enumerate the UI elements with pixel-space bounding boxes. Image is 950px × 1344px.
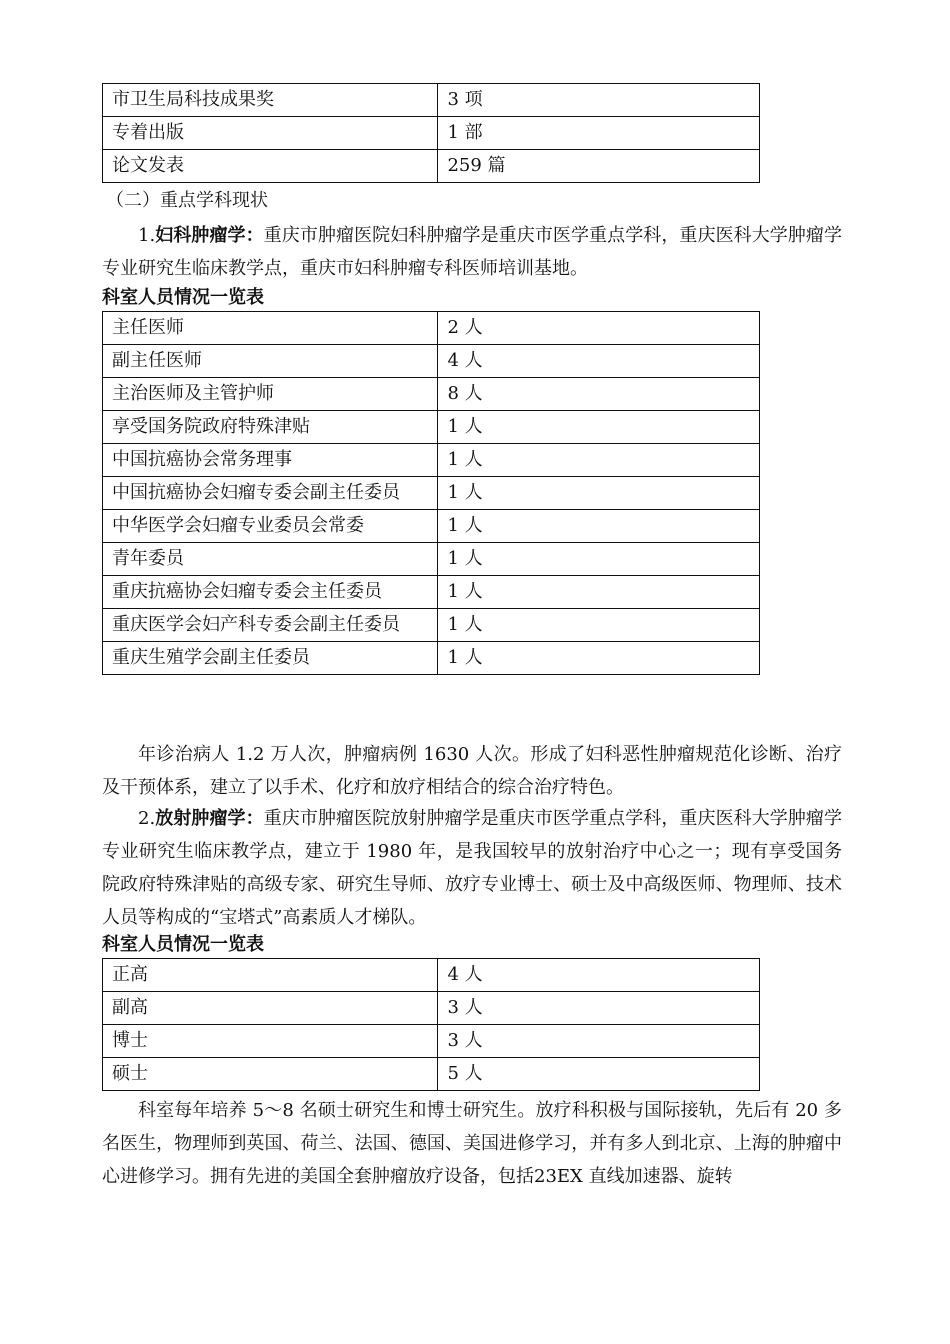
rad-intro-paragraph (102, 802, 842, 934)
table-row (103, 992, 760, 1025)
value-cell: 1 人 (438, 477, 760, 510)
table-row (103, 150, 760, 183)
table-row (103, 411, 760, 444)
table-row (103, 378, 760, 411)
item-cell: 青年委员 (103, 543, 438, 576)
table-row (103, 576, 760, 609)
table-row (103, 543, 760, 576)
value-cell: 1 人 (438, 444, 760, 477)
value-cell: 1 人 (438, 510, 760, 543)
item-cell: 博士 (103, 1025, 438, 1058)
value-cell: 1 人 (438, 411, 760, 444)
value-cell: 4 人 (438, 345, 760, 378)
gyn-summary-paragraph: 年诊治病人 1.2 万人次，肿瘤病例 1630 人次。形成了妇科恶性肿瘤规范化诊断、治疗及干预体系，建立了以手术、化疗和放疗相结合的综合治疗特色。 (102, 744, 842, 798)
gyn-intro-paragraph (102, 219, 842, 285)
item-cell: 享受国务院政府特殊津贴 (103, 411, 438, 444)
value-cell: 1 人 (438, 609, 760, 642)
item-cell: 正高 (103, 959, 438, 992)
value-cell: 3 项 (438, 84, 760, 117)
value-cell: 4 人 (438, 959, 760, 992)
item-cell: 副主任医师 (103, 345, 438, 378)
value-cell: 3 人 (438, 992, 760, 1025)
item-cell: 专着出版 (103, 117, 438, 150)
table-row (103, 959, 760, 992)
table-row (103, 345, 760, 378)
rad-keyword: 放射肿瘤学： (155, 808, 264, 829)
table-row (103, 1058, 760, 1091)
table-row (103, 609, 760, 642)
gyn-table-title: 科室人员情况一览表 (102, 287, 264, 308)
value-cell: 1 人 (438, 642, 760, 675)
value-cell: 2 人 (438, 312, 760, 345)
table-row (103, 510, 760, 543)
rad-text: 重庆市肿瘤医院放射肿瘤学是重庆市医学重点学科，重庆医科大学肿瘤学专业研究生临床教学点，建立于 1980 年，是我国较早的放射治疗中心之一；现有享受国务院政府特殊津贴的高级专家、研究生导师、放疗专业博士、硕士及中高级医师、物理师、技术人员等构成的“宝塔式”高素质人才梯队。 (102, 808, 843, 928)
value-cell: 8 人 (438, 378, 760, 411)
gyn-text: 重庆市肿瘤医院妇科肿瘤学是重庆市医学重点学科，重庆医科大学肿瘤学专业研究生临床教学点，重庆市妇科肿瘤专科医师培训基地。 (102, 225, 843, 279)
awards-table (102, 83, 760, 183)
value-cell: 1 部 (438, 117, 760, 150)
value-cell: 259 篇 (438, 150, 760, 183)
value-cell: 1 人 (438, 543, 760, 576)
item-cell: 中华医学会妇瘤专业委员会常委 (103, 510, 438, 543)
value-cell: 5 人 (438, 1058, 760, 1091)
item-cell: 中国抗癌协会常务理事 (103, 444, 438, 477)
item-cell: 重庆生殖学会副主任委员 (103, 642, 438, 675)
item-cell: 主治医师及主管护师 (103, 378, 438, 411)
value-cell: 3 人 (438, 1025, 760, 1058)
item-cell: 主任医师 (103, 312, 438, 345)
item-cell: 市卫生局科技成果奖 (103, 84, 438, 117)
rad-number: 2. (138, 808, 156, 829)
item-cell: 重庆抗癌协会妇瘤专委会主任委员 (103, 576, 438, 609)
rad-table-title: 科室人员情况一览表 (102, 934, 264, 955)
gyn-number: 1. (138, 225, 156, 246)
item-cell: 副高 (103, 992, 438, 1025)
value-cell: 1 人 (438, 576, 760, 609)
table-row (103, 117, 760, 150)
item-cell: 硕士 (103, 1058, 438, 1091)
item-cell: 中国抗癌协会妇瘤专委会副主任委员 (103, 477, 438, 510)
table-row (103, 1025, 760, 1058)
rad-staff-table (102, 958, 760, 1091)
item-cell: 论文发表 (103, 150, 438, 183)
table-row (103, 312, 760, 345)
table-row (103, 444, 760, 477)
table-row (103, 477, 760, 510)
gyn-staff-table (102, 311, 760, 675)
gyn-keyword: 妇科肿瘤学： (155, 225, 264, 246)
table-row (103, 642, 760, 675)
table-row (103, 84, 760, 117)
item-cell: 重庆医学会妇产科专委会副主任委员 (103, 609, 438, 642)
section-title: （二）重点学科现状 (106, 190, 268, 211)
rad-summary-paragraph: 科室每年培养 5～8 名硕士研究生和博士研究生。放疗科积极与国际接轨，先后有 20 多名医生，物理师到英国、荷兰、法国、德国、美国进修学习，并有多人到北京、上海的肿瘤中心进修学习。拥有先进的美国全套肿瘤放疗设备，包括23EX 直线加速器、旋转 (102, 1100, 842, 1187)
